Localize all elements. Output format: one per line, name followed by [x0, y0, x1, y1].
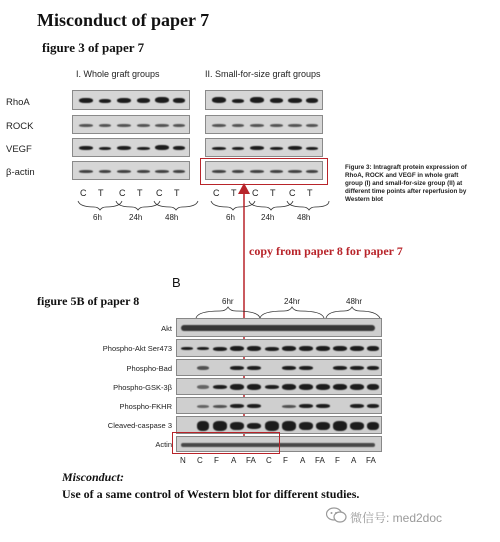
- wechat-icon: [326, 506, 348, 524]
- lane-label: T: [174, 188, 180, 198]
- highlight-box-paper8: [172, 432, 280, 454]
- group2-label: II. Small-for-size graft groups: [205, 69, 321, 79]
- page-title: Misconduct of paper 7: [37, 10, 210, 30]
- blot-rock-small: [205, 115, 323, 134]
- lane-label: T: [98, 188, 104, 198]
- protein-label-actin: Actin: [155, 440, 172, 449]
- protein-label-akt: Akt: [161, 324, 172, 333]
- lane-label: FA: [315, 456, 325, 465]
- lane-label: F: [214, 456, 219, 465]
- timepoint-label: 6h: [226, 213, 235, 222]
- lane-label: C: [266, 456, 272, 465]
- blot-akt: [176, 318, 382, 337]
- lane-label: F: [283, 456, 288, 465]
- lane-label: C: [80, 188, 87, 198]
- lane-label: T: [270, 188, 276, 198]
- group1-label: I. Whole graft groups: [76, 69, 160, 79]
- protein-label-bactin: β-actin: [6, 167, 35, 178]
- lane-label: T: [137, 188, 143, 198]
- blot-rhoa-whole: [72, 90, 190, 110]
- blot-pakt: [176, 339, 382, 357]
- misconduct-text: Use of a same control of Western blot for different studies.: [62, 487, 360, 501]
- blot-pfkhr: [176, 397, 382, 414]
- lane-label: C: [119, 188, 126, 198]
- protein-label-pbad: Phospho-Bad: [126, 364, 172, 373]
- copy-annotation: copy from paper 8 for paper 7: [249, 244, 403, 258]
- timepoint-label: 48h: [165, 213, 179, 222]
- lane-label: A: [231, 456, 237, 465]
- protein-label-vegf: VEGF: [6, 144, 32, 155]
- lane-label: A: [351, 456, 357, 465]
- blot-vegf-whole: [72, 138, 190, 157]
- lane-label: F: [335, 456, 340, 465]
- timepoint-label: 6h: [93, 213, 102, 222]
- figure5-label: figure 5B of paper 8: [37, 294, 140, 308]
- timepoint-label: 48h: [297, 213, 311, 222]
- lane-label: C: [213, 188, 220, 198]
- lane-label: C: [289, 188, 296, 198]
- timepoint-label: 24h: [129, 213, 143, 222]
- blot-pgsk: [176, 378, 382, 395]
- lane-label: C: [252, 188, 259, 198]
- protein-label-rhoa: RhoA: [6, 97, 30, 108]
- blot-pbad: [176, 359, 382, 376]
- timepoint-label: 6hr: [222, 297, 234, 306]
- highlight-box-paper7: [200, 158, 328, 185]
- lane-label: C: [156, 188, 163, 198]
- watermark-text: 微信号: med2doc: [350, 511, 443, 525]
- blot-vegf-small: [205, 138, 323, 157]
- timepoint-brackets-fig3: [70, 198, 330, 212]
- lane-label: FA: [366, 456, 376, 465]
- blot-bactin-whole: [72, 161, 190, 180]
- figure3-caption: Figure 3: Intragraft protein expression of RhoA, ROCK and VEGF in whole graft group (I) and small-for-size group (II) at different time points after reperfusion by Western blot: [345, 164, 467, 203]
- timepoint-label: 24hr: [284, 297, 301, 306]
- lane-label: T: [231, 188, 237, 198]
- protein-label-pakt: Phospho-Akt Ser473: [102, 344, 172, 353]
- misconduct-label: Misconduct:: [62, 470, 125, 484]
- blot-rhoa-small: [205, 90, 323, 110]
- panel-letter: B: [172, 275, 181, 290]
- timepoint-label: 48hr: [346, 297, 363, 306]
- lane-label: N: [180, 456, 186, 465]
- protein-label-pgsk: Phospho-GSK-3β: [113, 383, 172, 392]
- blot-rock-whole: [72, 115, 190, 134]
- lane-label: A: [300, 456, 306, 465]
- lane-label: FA: [246, 456, 256, 465]
- lane-label: C: [197, 456, 203, 465]
- protein-label-caspase: Cleaved-caspase 3: [107, 421, 172, 430]
- timepoint-label: 24h: [261, 213, 275, 222]
- figure3-label: figure 3 of paper 7: [42, 40, 145, 55]
- protein-label-pfkhr: Phospho-FKHR: [119, 402, 172, 411]
- protein-label-rock: ROCK: [6, 121, 34, 132]
- lane-label: T: [307, 188, 313, 198]
